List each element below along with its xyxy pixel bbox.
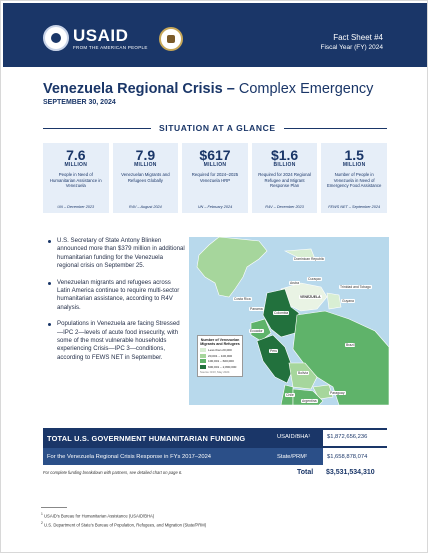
map-label-peru: Peru <box>270 349 278 353</box>
footnote-number: 2 <box>41 521 43 525</box>
footnote-number: 1 <box>41 512 43 516</box>
central-america-shape <box>197 237 267 297</box>
legend-label: 600,001 – 2,800,000 <box>208 364 237 369</box>
map-label-dominican-republic: Dominican Republic <box>294 257 325 261</box>
guyana-shape <box>327 293 341 309</box>
key-point: Venezuelan migrants and refugees across Latin America continue to require multi-sector humanitarian assistance, according to R4V analysis. <box>47 279 185 313</box>
stat-description: Venezuelan Migrants and Refugees Globally <box>121 172 170 183</box>
legend-label: 100,001 – 600,000 <box>208 359 234 364</box>
funding-header <box>43 428 387 448</box>
stat-value: 7.9 <box>135 147 156 163</box>
usaid-tagline: FROM THE AMERICAN PEOPLE <box>73 45 148 50</box>
stat-value: 1.5 <box>344 147 364 163</box>
stat-source: UN – December 2023 <box>57 205 95 209</box>
stat-description: Required for 2024 Regional Refugee and Migrant Response Plan <box>258 172 311 188</box>
legend-swatch <box>200 365 206 369</box>
legend-item <box>200 348 240 352</box>
legend-swatch <box>200 359 206 363</box>
region-map <box>189 237 389 405</box>
map-label-curacao: Curaçao <box>308 277 321 281</box>
state-department-seal-icon <box>159 27 183 51</box>
legend-label: 20,001 – 100,000 <box>208 353 233 358</box>
funding-subheader <box>43 448 387 465</box>
stat-card <box>321 143 387 213</box>
stat-source: FEWS NET – September 2024 <box>328 205 381 209</box>
funding-row-amount: $1,658,878,074 <box>323 448 387 465</box>
funding-total-amount: $3,531,534,310 <box>326 469 375 476</box>
stat-unit: MILLION <box>134 162 157 168</box>
legend-swatch <box>200 354 206 358</box>
fiscal-year: Fiscal Year (FY) 2024 <box>320 44 383 51</box>
legend-swatch <box>200 348 206 352</box>
glance-heading: SITUATION AT A GLANCE <box>151 123 284 133</box>
page-title-rest: Complex Emergency <box>234 81 374 97</box>
stat-description: Required for 2024–2025 Venezuela HRP <box>191 172 239 183</box>
map-label-aruba: Aruba <box>290 281 300 285</box>
stat-card <box>252 143 318 213</box>
legend-item <box>200 359 240 363</box>
page-title <box>43 81 373 97</box>
stat-value: $1.6 <box>270 147 299 163</box>
footnote-text: USAID's Bureau for Humanitarian Assistance (USAID/BHA) <box>44 513 155 519</box>
peru-shape <box>257 335 293 383</box>
legend-item <box>200 354 240 358</box>
map-label-bolivia: Bolivia <box>298 371 308 375</box>
stat-source: R4V – December 2023 <box>265 205 304 209</box>
legend-source: Source: R4V, May 2024 <box>200 370 230 375</box>
footnote <box>41 512 154 518</box>
stat-card <box>182 143 248 213</box>
legend-label: Less than 20,000 <box>208 348 232 353</box>
map-label-panama: Panama <box>250 307 263 311</box>
map-label-venezuela: VENEZUELA <box>300 295 321 299</box>
map-label-guyana: Guyana <box>342 299 354 303</box>
stat-unit: MILLION <box>64 162 88 168</box>
page-title-bold: Venezuela Regional Crisis – <box>43 81 235 97</box>
usaid-seal-icon <box>43 25 69 51</box>
map-legend <box>197 335 243 377</box>
stat-card <box>113 143 179 213</box>
stat-unit: BILLION <box>273 162 296 168</box>
usaid-logo-text: USAID <box>73 26 129 45</box>
stat-unit: MILLION <box>203 162 227 168</box>
funding-table <box>43 428 387 483</box>
key-point: U.S. Secretary of State Antony Blinken announced more than $379 million in additional humanitarian funding for the Venezuela regional crisis on September 25. <box>47 237 185 271</box>
funding-row-amount: $1,872,656,236 <box>323 430 387 446</box>
key-point: Populations in Venezuela are facing Stressed—IPC 2—levels of acute food insecurity, with some of the most vulnerable households experiencing Crisis—IPC 3—conditions, according to FEWS NET in September. <box>47 320 185 362</box>
funding-note: For complete funding breakdown with partners, see detailed chart on page 6. <box>43 470 183 475</box>
stat-value: 7.6 <box>66 147 86 163</box>
map-label-brazil: Brazil <box>346 343 355 347</box>
map-label-paraguay: Paraguay <box>330 391 345 395</box>
funding-subtitle: For the Venezuela Regional Crisis Response in FYs 2017–2024 <box>47 454 212 460</box>
stat-unit: MILLION <box>342 162 366 168</box>
header-banner <box>3 3 427 67</box>
map-label-trinidad: Trinidad and Tobago <box>340 285 371 289</box>
map-label-argentina: Argentina <box>302 399 317 403</box>
report-date: SEPTEMBER 30, 2024 <box>43 99 116 106</box>
stat-card <box>43 143 109 213</box>
funding-row-label: USAID/BHA¹ <box>277 434 311 440</box>
stat-source: UN – February 2024 <box>197 205 233 209</box>
map-label-ecuador: Ecuador <box>250 329 263 333</box>
funding-title: TOTAL U.S. GOVERNMENT HUMANITARIAN FUNDING <box>47 434 246 443</box>
footnote-divider <box>41 507 67 508</box>
stat-source: R4V – August 2024 <box>128 205 162 209</box>
stat-value: $617 <box>199 147 231 163</box>
map-label-colombia: Colombia <box>274 311 289 315</box>
footnote-text: U.S. Department of State's Bureau of Population, Refugees, and Migration (State/PRM) <box>44 522 207 528</box>
stat-description: People in Need of Humanitarian Assistance in Venezuela <box>49 172 102 188</box>
map-label-chile: Chile <box>286 393 294 397</box>
funding-total-label: Total <box>297 469 314 476</box>
glance-stats <box>43 143 387 213</box>
legend-title: Number of Venezuelan Migrants and Refugees <box>200 338 240 347</box>
footnote <box>41 521 206 527</box>
legend-item <box>200 365 240 369</box>
map-graphic <box>189 237 389 405</box>
key-points <box>47 237 185 370</box>
stat-description: Number of People in Venezuela in Need of Emergency Food Assistance <box>326 172 382 188</box>
map-label-costa-rica: Costa Rica <box>234 297 251 301</box>
funding-row-label: State/PRM² <box>277 454 307 460</box>
fact-sheet-number: Fact Sheet #4 <box>333 33 383 42</box>
